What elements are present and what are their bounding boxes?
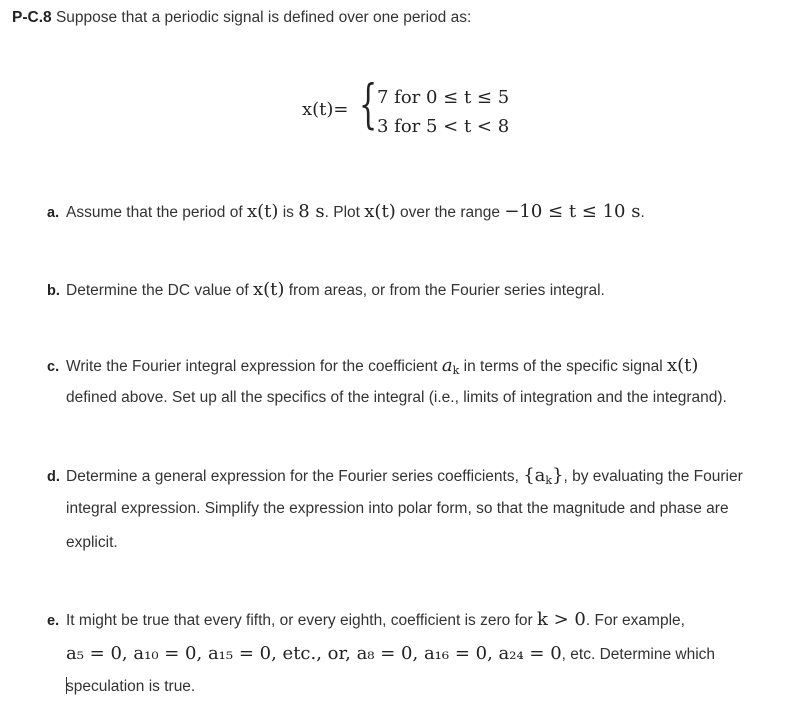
question-d-math-1: $\{a_k\}$ xyxy=(523,465,564,487)
question-a-math-3: x(t) xyxy=(364,201,396,222)
question-a-math-4: −10 ≤ t ≤ 10 s xyxy=(504,201,641,222)
question-c-letter: c. xyxy=(47,359,60,375)
problem-intro: Suppose that a periodic signal is defined over one period as: xyxy=(55,9,472,26)
question-a-text-2: is xyxy=(282,204,294,221)
question-d-letter: d. xyxy=(47,469,60,485)
question-e-line-2-math: a₅ = 0, a₁₀ = 0, a₁₅ = 0, etc., or, a₈ = 0, a₁₆ = 0, a₂₄ = 0 xyxy=(66,643,562,664)
question-e-line-2-text: , etc. Determine which xyxy=(561,646,716,663)
question-e-math-1: k > 0 xyxy=(536,609,586,630)
question-a-text-5: . xyxy=(640,204,645,221)
question-e-letter: e. xyxy=(47,613,60,629)
question-a-math-1: x(t) xyxy=(246,201,279,222)
question-a-text-1: Assume that the period of xyxy=(66,204,243,221)
question-a-letter: a. xyxy=(47,205,60,221)
equation-case-1: 7 for 0 ≤ t ≤ 5 xyxy=(377,87,510,108)
question-c-line-2: defined above. Set up all the specifics of the integral (i.e., limits of integration and the integrand). xyxy=(66,389,727,406)
question-d-text-1: Determine a general expression for the Fourier series coefficients, xyxy=(66,468,519,485)
question-e xyxy=(47,609,792,695)
question-e-text-1: It might be true that every fifth, or every eighth, coefficient is zero for xyxy=(66,612,533,629)
problem-label: P-C.8 xyxy=(12,9,52,26)
question-a xyxy=(47,201,792,222)
equation-case-2: 3 for 5 < t < 8 xyxy=(377,116,510,137)
question-c-math-2: x(t) xyxy=(666,355,699,376)
question-b-text-2: from areas, or from the Fourier series integral. xyxy=(288,282,605,299)
problem-header xyxy=(12,9,471,27)
question-b-math-1: x(t) xyxy=(252,279,285,300)
question-d xyxy=(47,465,792,551)
equation-lhs: x(t)= xyxy=(302,99,349,120)
question-e-line-2 xyxy=(66,643,715,664)
question-a-text-3: . Plot xyxy=(324,204,360,221)
question-a-math-2: 8 s xyxy=(298,201,325,222)
question-b-text-1: Determine the DC value of xyxy=(66,282,249,299)
question-b-letter: b. xyxy=(47,283,60,299)
question-e-line-3-text: speculation is true. xyxy=(66,678,196,695)
question-b xyxy=(47,279,792,300)
piecewise-brace: { xyxy=(359,75,378,135)
question-d-text-2: , by evaluating the Fourier xyxy=(563,468,743,485)
question-d-line-2: integral expression. Simplify the expression into polar form, so that the magnitude and phase are xyxy=(66,500,729,517)
question-c xyxy=(47,355,792,406)
question-c-text-1: Write the Fourier integral expression for the coefficient xyxy=(66,358,438,375)
question-e-text-2: . For example, xyxy=(585,612,685,629)
question-d-line-3: explicit. xyxy=(66,534,118,551)
question-a-text-4: over the range xyxy=(400,204,500,221)
question-e-line-3 xyxy=(66,677,195,696)
signal-definition-equation xyxy=(302,75,562,145)
question-c-math-1: $a_k$ xyxy=(441,355,460,377)
question-c-text-2: in terms of the specific signal xyxy=(463,358,663,375)
